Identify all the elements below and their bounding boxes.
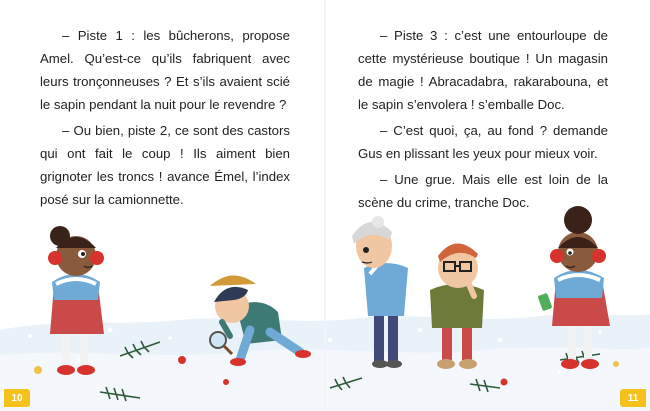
left-page-text — [40, 24, 290, 214]
paragraph: – Piste 1 : les bûcherons, propose Amel. Qu’est-ce qu’ils fabriquent avec leurs tronçonneuses ? Et s’ils avaient scié le sapin pendant la nuit pour le revendre ? — [40, 28, 290, 112]
paragraph: – Ou bien, piste 2, ce sont des castors qui ont fait le coup ! Ils aiment bien grignoter les troncs ! avance Émel, l’index posé sur la camionnette. — [40, 123, 290, 207]
page-number-left: 10 — [4, 389, 30, 407]
right-page-text — [358, 24, 608, 217]
paragraph: – Une grue. Mais elle est loin de la scène du crime, tranche Doc. — [358, 172, 608, 210]
book-gutter — [324, 0, 326, 411]
paragraph: – C’est quoi, ça, au fond ? demande Gus en plissant les yeux pour mieux voir. — [358, 123, 608, 161]
page-number-right: 11 — [620, 389, 646, 407]
smartphone-icon — [538, 293, 553, 311]
paragraph: – Piste 3 : c’est une entourloupe de cette mystérieuse boutique ! Un magasin de magie ! Abracadabra, rakarabouna, et le sapin s’envolera ! s’emballe Doc. — [358, 28, 608, 112]
